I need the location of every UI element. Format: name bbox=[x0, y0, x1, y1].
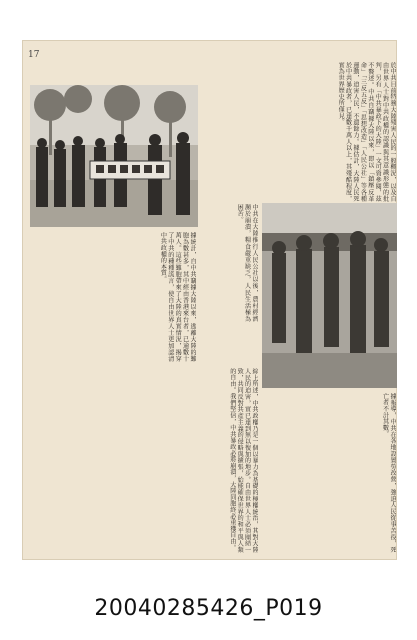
article-column-3: 據統計，自中共竊據大陸以來，逃離大陸的難胞為數甚多，其中經由香港來台者，已逾數十萬人。這些難胞帶來了大陸的真實情況，揭穿了中共的種種謊言，使自由世界人士更加認清中共政權的本質。 bbox=[159, 232, 196, 362]
article-column-5: 綜上所述，中共政權乃是一個以暴力為基礎的極權統治，其對大陸人民的迫害，實已達到無以復加的地步。自由世界人士必須團結一致，共同反對共產主義的侵略與擴張，始能確保世界的和平與人類的自由。我們堅信，中共暴政必將崩潰，大陸同胞終必重獲自由。 bbox=[228, 368, 258, 553]
magazine-page bbox=[22, 40, 397, 560]
scan-id-caption: 20040285426_P019 bbox=[94, 596, 323, 621]
article-column-1: 於中共目前特務大陸殘害人民的一般概況，以及自由世界人士對中共政權的認識與其意識形態的批判，另有「中共暴政下的大陸」一文可資參閱，茲不贅述。中共自竊據大陸以來，即以「鎮壓反革命」「三反五反」「思想改造」「人民公社」等各種運動，迫害人民，不遺餘力。據估計，大陸人民死於中共暴政者，已達數千萬人以上，其殘酷程度，實為世界歷史所僅見。 bbox=[337, 62, 396, 202]
article-column-4: 據報導，中共在各地設置勞改營，強迫人民從事苦役，死亡者不計其數。 bbox=[381, 393, 396, 553]
article-column-2: 中共在大陸推行人民公社以後，農村經濟瀕於崩潰，糧食嚴重缺乏，人民生活極為困苦。 bbox=[236, 204, 258, 322]
protest-photo bbox=[30, 85, 198, 227]
soldiers-photo bbox=[262, 203, 397, 388]
page-number: 17 bbox=[28, 50, 40, 60]
